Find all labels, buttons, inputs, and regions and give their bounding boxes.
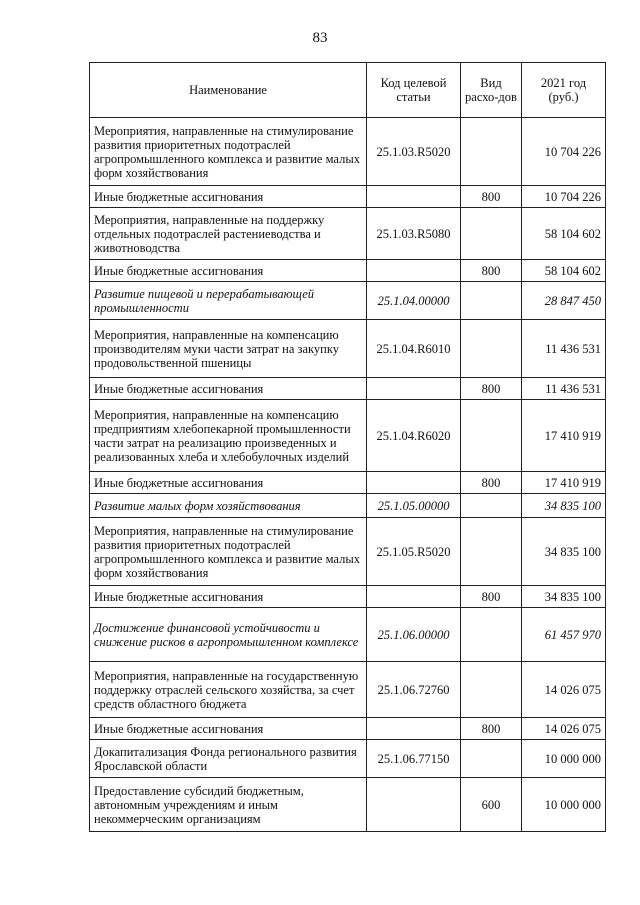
budget-table [89,62,606,832]
code-cell [367,718,461,740]
sum-cell: 58 104 602 [522,208,606,260]
sum-cell: 10 000 000 [522,778,606,832]
header-sum: 2021 год (руб.) [522,63,606,118]
kind-cell [461,662,522,718]
table-row [90,320,606,378]
sum-cell: 34 835 100 [522,494,606,518]
kind-cell [461,282,522,320]
table-header-row [90,63,606,118]
sum-cell: 61 457 970 [522,608,606,662]
sum-cell: 10 000 000 [522,740,606,778]
kind-cell [461,608,522,662]
name-cell: Иные бюджетные ассигнования [90,186,367,208]
code-cell [367,778,461,832]
header-kind: Вид расхо-дов [461,63,522,118]
name-cell: Иные бюджетные ассигнования [90,378,367,400]
sum-cell: 34 835 100 [522,518,606,586]
code-cell: 25.1.03.R5020 [367,118,461,186]
kind-cell: 600 [461,778,522,832]
table-row [90,282,606,320]
name-cell: Достижение финансовой устойчивости и снижение рисков в агропромышленном комплексе [90,608,367,662]
code-cell: 25.1.06.72760 [367,662,461,718]
sum-cell: 28 847 450 [522,282,606,320]
table-row [90,472,606,494]
table-row [90,586,606,608]
name-cell: Мероприятия, направленные на поддержку отдельных подотраслей растениеводства и животноводства [90,208,367,260]
code-cell [367,586,461,608]
name-cell: Иные бюджетные ассигнования [90,260,367,282]
name-cell: Докапитализация Фонда регионального развития Ярославской области [90,740,367,778]
kind-cell: 800 [461,718,522,740]
table-row [90,378,606,400]
kind-cell [461,208,522,260]
name-cell: Мероприятия, направленные на стимулирование развития приоритетных подотраслей агропромышленного комплекса и развитие малых форм хозяйствования [90,518,367,586]
table-body [90,118,606,832]
code-cell: 25.1.04.R6010 [367,320,461,378]
header-code: Код целевой статьи [367,63,461,118]
table-row [90,518,606,586]
code-cell [367,378,461,400]
table-row [90,208,606,260]
sum-cell: 58 104 602 [522,260,606,282]
sum-cell: 34 835 100 [522,586,606,608]
table-row [90,662,606,718]
code-cell: 25.1.06.00000 [367,608,461,662]
table-row [90,740,606,778]
sum-cell: 11 436 531 [522,320,606,378]
code-cell: 25.1.05.R5020 [367,518,461,586]
sum-cell: 17 410 919 [522,472,606,494]
name-cell: Развитие пищевой и перерабатывающей промышленности [90,282,367,320]
table-row [90,608,606,662]
sum-cell: 14 026 075 [522,718,606,740]
code-cell [367,472,461,494]
kind-cell: 800 [461,378,522,400]
name-cell: Мероприятия, направленные на компенсацию предприятиям хлебопекарной промышленности части затрат на реализацию произведенных и реализованных хлеба и хлебобулочных изделий [90,400,367,472]
kind-cell [461,400,522,472]
table-row [90,186,606,208]
name-cell: Предоставление субсидий бюджетным, автономным учреждениям и иным некоммерческим организациям [90,778,367,832]
name-cell: Развитие малых форм хозяйствования [90,494,367,518]
code-cell: 25.1.04.R6020 [367,400,461,472]
name-cell: Иные бюджетные ассигнования [90,472,367,494]
code-cell: 25.1.03.R5080 [367,208,461,260]
page-number: 83 [312,30,328,46]
name-cell: Мероприятия, направленные на стимулирование развития приоритетных подотраслей агропромышленного комплекса и развитие малых форм хозяйствования [90,118,367,186]
sum-cell: 17 410 919 [522,400,606,472]
sum-cell: 10 704 226 [522,186,606,208]
kind-cell [461,740,522,778]
sum-cell: 14 026 075 [522,662,606,718]
name-cell: Мероприятия, направленные на компенсацию производителям муки части затрат на закупку продовольственной пшеницы [90,320,367,378]
code-cell: 25.1.05.00000 [367,494,461,518]
code-cell [367,260,461,282]
table-row [90,778,606,832]
kind-cell [461,320,522,378]
header-name: Наименование [90,63,367,118]
name-cell: Мероприятия, направленные на государственную поддержку отраслей сельского хозяйства, за счет средств областного бюджета [90,662,367,718]
code-cell: 25.1.04.00000 [367,282,461,320]
kind-cell: 800 [461,586,522,608]
name-cell: Иные бюджетные ассигнования [90,718,367,740]
kind-cell [461,494,522,518]
kind-cell: 800 [461,186,522,208]
table-row [90,118,606,186]
sum-cell: 11 436 531 [522,378,606,400]
sum-cell: 10 704 226 [522,118,606,186]
name-cell: Иные бюджетные ассигнования [90,586,367,608]
kind-cell [461,118,522,186]
kind-cell [461,518,522,586]
kind-cell: 800 [461,472,522,494]
kind-cell: 800 [461,260,522,282]
table-row [90,400,606,472]
table-row [90,494,606,518]
table-row [90,718,606,740]
code-cell: 25.1.06.77150 [367,740,461,778]
code-cell [367,186,461,208]
table-row [90,260,606,282]
